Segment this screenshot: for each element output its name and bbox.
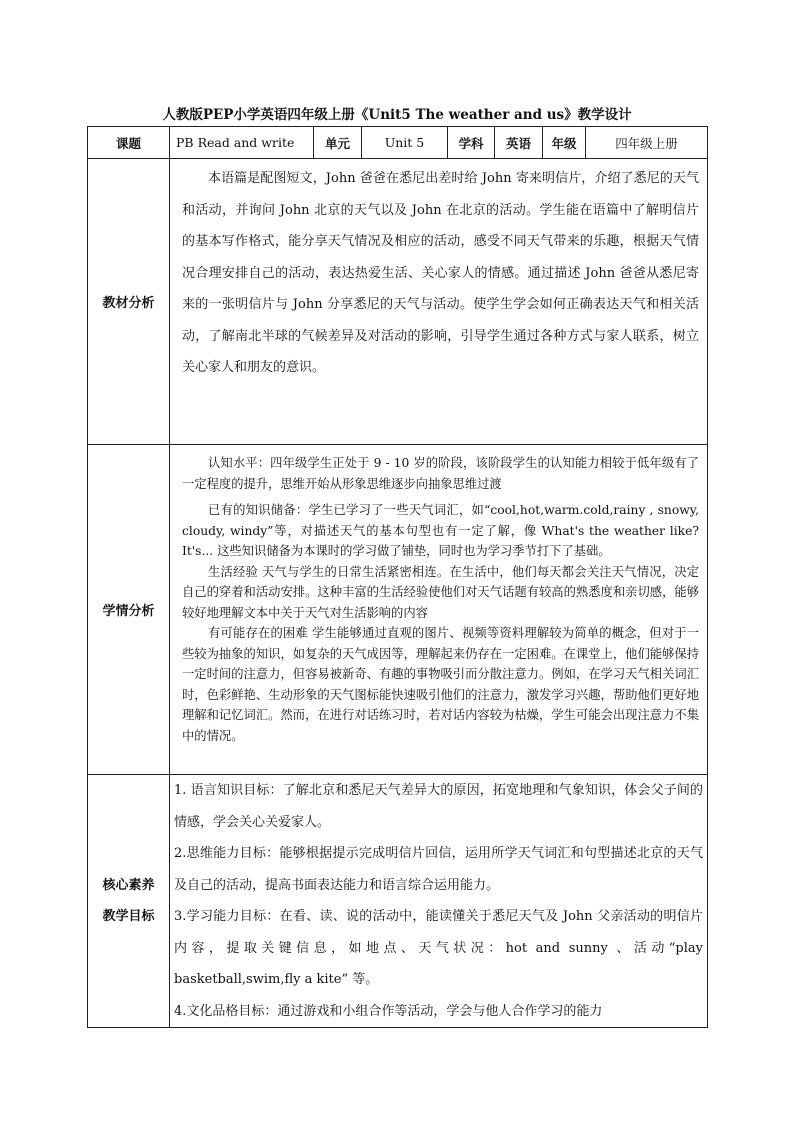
core-goals-row (88, 775, 708, 1028)
page-title: 人教版PEP小学英语四年级上册《Unit5 The weather and us》教学设计 (162, 107, 632, 123)
material-analysis-label: 教材分析 (88, 159, 170, 445)
unit-value: Unit 5 (362, 127, 448, 159)
student-analysis-paragraph: 生活经验 天气与学生的日常生活紧密相连。在生活中，他们每天都会关注天气情况，决定自己的穿着和活动安排。这种丰富的生活经验使他们对天气话题有较高的熟悉度和亲切感，能够较好地理解文本中关于天气对生活影响的内容 (182, 564, 699, 620)
student-analysis-label: 学情分析 (88, 445, 170, 775)
core-goals-cell (170, 775, 708, 1028)
student-analysis-paragraph: 已有的知识储备：学生已学习了一些天气词汇，如“cool,hot,warm.cold,rainy , snowy, cloudy, windy”等，对描述天气的基本句型也有一定了解，像 What's the weather like? It's... 这些知识储备为本课时的学习做了铺垫，同时也为学习季节打下了基础。 (182, 503, 699, 558)
core-goals-label (88, 775, 170, 1028)
core-goal-item: 1. 语言知识目标：了解北京和悉尼天气差异大的原因，拓宽地理和气象知识，体会父子间的情感，学会关心关爱家人。 (174, 783, 703, 830)
core-goal-item: 2.思维能力目标：能够根据提示完成明信片回信，运用所学天气词汇和句型描述北京的天气及自己的活动，提高书面表达能力和语言综合运用能力。 (174, 846, 703, 893)
core-goals-label-line2: 教学目标 (102, 909, 155, 924)
core-goals-label-line1: 核心素养 (102, 878, 155, 893)
header-row (88, 127, 708, 159)
student-analysis-paragraph: 认知水平：四年级学生正处于 9 - 10 岁的阶段，该阶段学生的认知能力相较于低年级有了一定程度的提升，思维开始从形象思维逐步向抽象思维过渡 (182, 456, 699, 491)
subject-value: 英语 (495, 127, 543, 159)
core-goal-item: 3.学习能力目标：在看、读、说的活动中，能读懂关于悉尼天气及 John 父亲活动的明信片内容，提取关键信息，如地点、天气状况：hot and sunny 、活动“play basketball,swim,fly a kite” 等。 (174, 909, 703, 987)
grade-value: 四年级上册 (586, 127, 708, 159)
topic-label: 课题 (88, 127, 170, 159)
material-analysis-cell (170, 159, 708, 445)
unit-label: 单元 (314, 127, 362, 159)
student-analysis-row (88, 445, 708, 775)
lesson-plan-table (87, 126, 708, 1028)
material-analysis-row (88, 159, 708, 445)
grade-label: 年级 (543, 127, 586, 159)
subject-label: 学科 (448, 127, 495, 159)
core-goal-item: 4.文化品格目标：通过游戏和小组合作等活动，学会与他人合作学习的能力 (174, 1003, 603, 1019)
material-analysis-text: 本语篇是配图短文，John 爸爸在悉尼出差时给 John 寄来明信片，介绍了悉尼的天气和活动，并询问 John 北京的天气以及 John 在北京的活动。学生能在语篇中了解明信片的基本写作格式，能分享天气情况及相应的活动，感受不同天气带来的乐趣，根据天气情况合理安排自己的活动，表达热爱生活、关心家人的情感。通过描述 John 爸爸从悉尼寄来的一张明信片与 John 分享悉尼的天气与活动。使学生学会如何正确表达天气和相关活动，了解南北半球的气候差异及对活动的影响，引导学生通过各种方式与家人联系，树立关心家人和朋友的意识。 (182, 171, 699, 375)
student-analysis-cell (170, 445, 708, 775)
topic-value: PB Read and write (170, 127, 314, 159)
student-analysis-paragraph: 有可能存在的困难 学生能够通过直观的图片、视频等资料理解较为简单的概念，但对于一些较为抽象的知识，如复杂的天气成因等，理解起来仍存在一定困难。在课堂上，他们能够保持一定时间的注意力，但容易被新奇、有趣的事物吸引而分散注意力。例如，在学习天气相关词汇时，色彩鲜艳、生动形象的天气图标能快速吸引他们的注意力，激发学习兴趣，帮助他们更好地理解和记忆词汇。然而，在进行对话练习时，若对话内容较为枯燥，学生可能会出现注意力不集中的情况。 (182, 626, 699, 743)
